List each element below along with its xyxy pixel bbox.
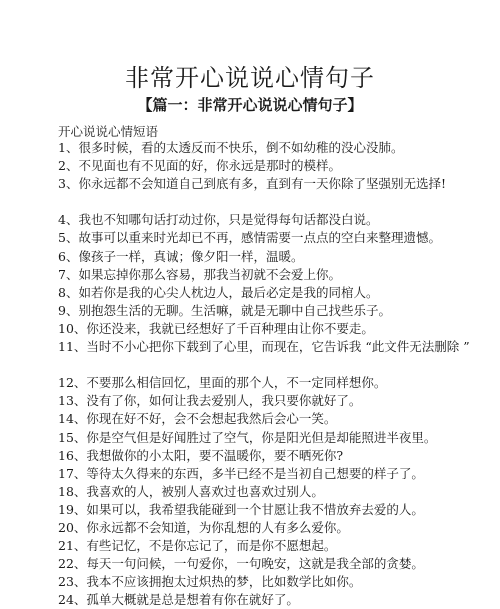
document-subtitle: 【篇一：非常开心说说心情句子】 (137, 96, 363, 114)
list-item: 1、很多时候，看的太透反而不快乐，倒不如幼稚的没心没肺。 (58, 140, 404, 155)
section-heading: 开心说说心情短语 (58, 124, 159, 139)
list-item: 8、如若你是我的心尖人枕边人，最后必定是我的同棺人。 (58, 284, 379, 300)
list-item: 11、当时不小心把你下载到了心里，而现在，它告诉我 “此文件无法删除 ” (58, 339, 470, 355)
list-item: 3、你永远都不会知道自己到底有多，直到有一天你除了坚强别无选择! (58, 176, 446, 192)
list-item: 10、你还没来，我就已经想好了千百种理由让你不要走。 (58, 320, 374, 336)
quote-list (58, 139, 478, 609)
list-item: 5、故事可以重来时光却已不再，感情需要一点点的空白来整理遗憾。 (58, 230, 441, 246)
list-item: 21、有些记忆，不是你忘记了，而是你不愿想起。 (58, 538, 337, 554)
list-item: 24、孤单大概就是总是想着有你在就好了。 (58, 592, 299, 608)
list-item: 9、别抱怨生活的无聊。生活嘛，就是无聊中自己找些乐子。 (58, 302, 391, 318)
list-item: 14、你现在好不好，会不会想起我然后会心一笑。 (58, 411, 337, 427)
list-item: 12、不要那么相信回忆，里面的那个人，不一定同样想你。 (58, 375, 387, 391)
document-title: 非常开心说说心情句子 (125, 64, 375, 92)
list-item: 15、你是空气但是好闻胜过了空气，你是阳光但是却能照进半夜里。 (58, 429, 437, 445)
list-item: 6、像孩子一样，真诚；像夕阳一样，温暖。 (58, 248, 304, 264)
list-item: 17、等待太久得来的东西，多半已经不是当初自己想要的样子了。 (58, 465, 424, 481)
list-item: 18、我喜欢的人，被别人喜欢过也喜欢过别人。 (58, 483, 324, 499)
list-item: 23、我本不应该拥抱太过炽热的梦，比如数学比如你。 (58, 574, 362, 590)
list-item: 2、不见面也有不见面的好，你永远是那时的模样。 (58, 158, 341, 174)
list-item: 20、你永远都不会知道，为你乱想的人有多么爱你。 (58, 519, 349, 535)
list-item: 16、我想做你的小太阳，要不温暖你，要不晒死你? (58, 447, 344, 463)
list-item: 13、没有了你，如何让我去爱别人，我只要你就好了。 (58, 393, 362, 409)
list-item: 22、每天一句问候，一句爱你，一句晚安，这就是我全部的贪婪。 (58, 556, 424, 572)
list-item: 7、如果忘掉你那么容易，那我当初就不会爱上你。 (58, 266, 341, 282)
list-item: 19、如果可以，我希望我能碰到一个甘愿让我不惜放弃去爱的人。 (58, 501, 424, 517)
list-item: 4、我也不知哪句话打动过你，只是觉得每句话都没白说。 (58, 212, 379, 228)
